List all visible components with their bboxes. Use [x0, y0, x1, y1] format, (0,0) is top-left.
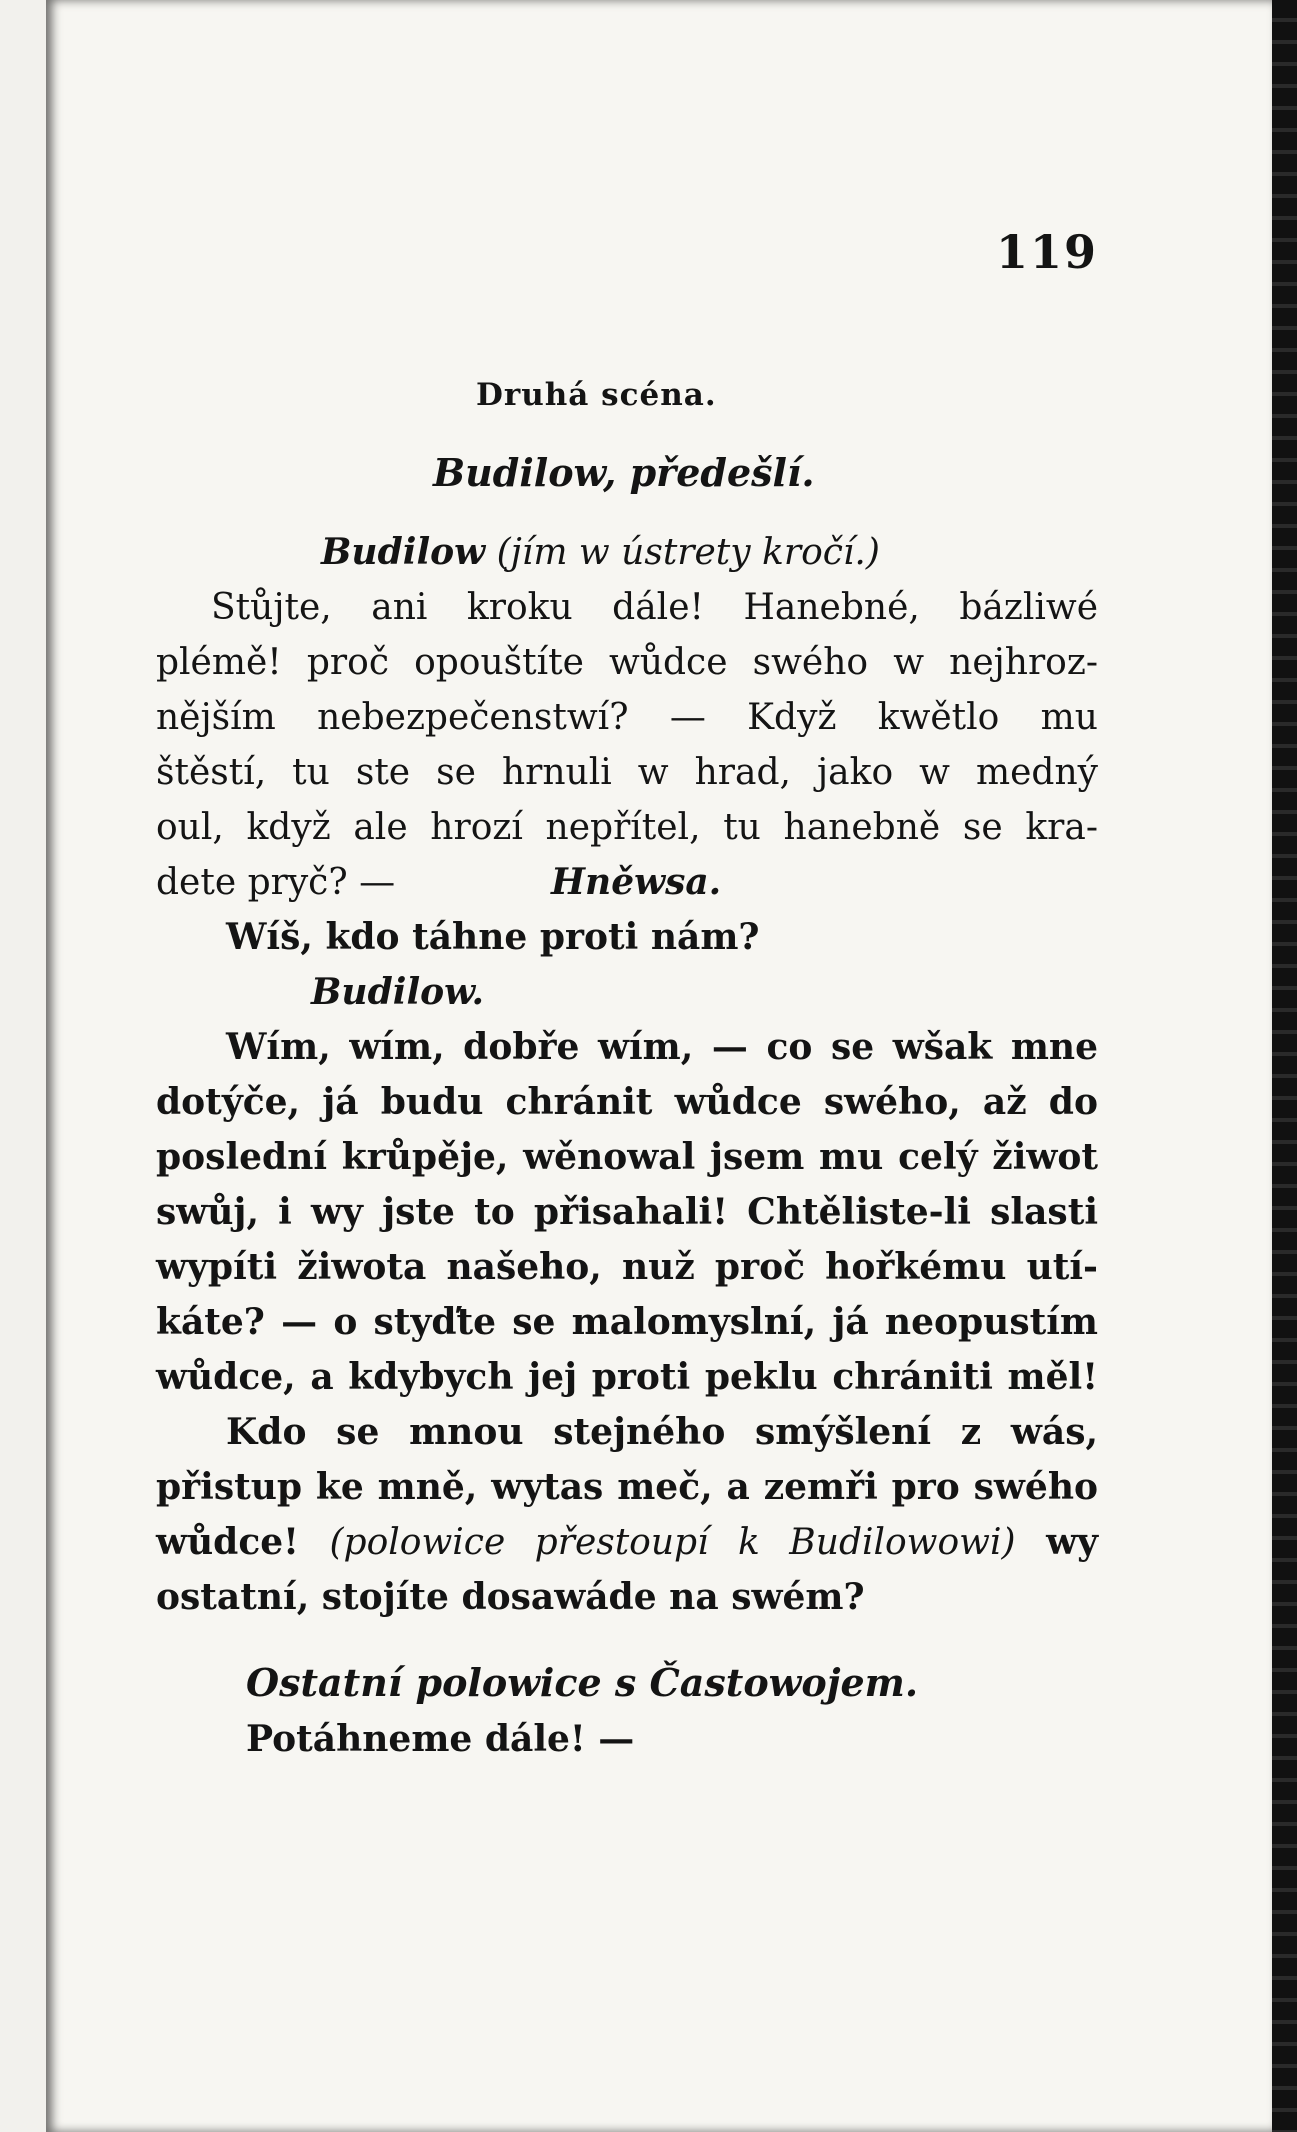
scene-title: Druhá scéna. — [476, 377, 717, 413]
speaker-heading — [156, 855, 1098, 910]
speaker-name: Ostatní polowice s Častowojem. — [246, 1660, 919, 1705]
text-line: káte? — o styďte se malomyslní, já neopustím — [156, 1301, 1098, 1343]
speech-budilow-2 — [156, 965, 1098, 1625]
text-line: Potáhneme dále! — — [246, 1718, 635, 1760]
text-line: wypíti žiwota našeho, nuž proč hořkému utí- — [156, 1246, 1098, 1288]
text-line: dotýče, já budu chránit wůdce swého, až do — [156, 1081, 1098, 1123]
speaker-name: Budilow — [321, 531, 486, 573]
speaker-heading — [156, 1655, 1098, 1712]
text-line: nějším nebezpečenstwí? — Když kwětlo mu — [156, 697, 1098, 738]
text-line — [156, 910, 1098, 965]
book-page — [46, 0, 1272, 2132]
page-number: 119 — [995, 225, 1098, 279]
speech-hnewsa — [156, 855, 1098, 965]
previous-page-edge — [0, 0, 46, 2132]
text-line: Stůjte, ani kroku dále! Hanebné, bázliwé — [211, 587, 1098, 628]
text-line-with-direction — [156, 1515, 1098, 1570]
speech-ostatni — [156, 1655, 1098, 1767]
characters-heading: Budilow, předešlí. — [433, 450, 815, 495]
speaker-name: Hněwsa. — [551, 861, 722, 903]
speaker-heading — [156, 965, 1098, 1020]
speaker-name: Budilow. — [311, 971, 485, 1013]
stage-direction: (polowice přestoupí k Budilowowi) — [329, 1522, 1016, 1563]
binding-edge — [1272, 0, 1297, 2132]
speech-budilow-1 — [156, 525, 1098, 910]
text-line: ostatní, stojíte dosawáde na swém? — [156, 1576, 865, 1618]
speech-text: wy — [1015, 1521, 1099, 1563]
text-line: přistup ke mně, wytas meč, a zemři pro swého — [156, 1466, 1098, 1508]
stage-direction-line — [156, 525, 1098, 580]
text-line: wůdce, a kdybych jej proti peklu chrániti měl! — [156, 1356, 1098, 1398]
text-line: štěstí, tu ste se hrnuli w hrad, jako w medný — [156, 752, 1098, 793]
text-line: dete pryč? — — [156, 862, 396, 903]
speech-text: Wíš, kdo táhne proti nám? — [226, 916, 760, 958]
text-line: swůj, i wy jste to přisahali! Chtěliste-li slasti — [156, 1191, 1098, 1233]
text-line: Wím, wím, dobře wím, — co se wšak mne — [226, 1026, 1098, 1068]
text-line: plémě! proč opouštíte wůdce swého w nejhroz- — [156, 642, 1098, 683]
text-line: oul, když ale hrozí nepřítel, tu hanebně se kra- — [156, 807, 1098, 848]
text-line: poslední krůpěje, wěnowal jsem mu celý žiwot — [156, 1136, 1098, 1178]
text-line: Kdo se mnou stejného smýšlení z wás, — [226, 1411, 1098, 1453]
stage-direction: (jím w ústrety kročí.) — [496, 532, 880, 573]
speech-text: wůdce! — [156, 1521, 330, 1563]
